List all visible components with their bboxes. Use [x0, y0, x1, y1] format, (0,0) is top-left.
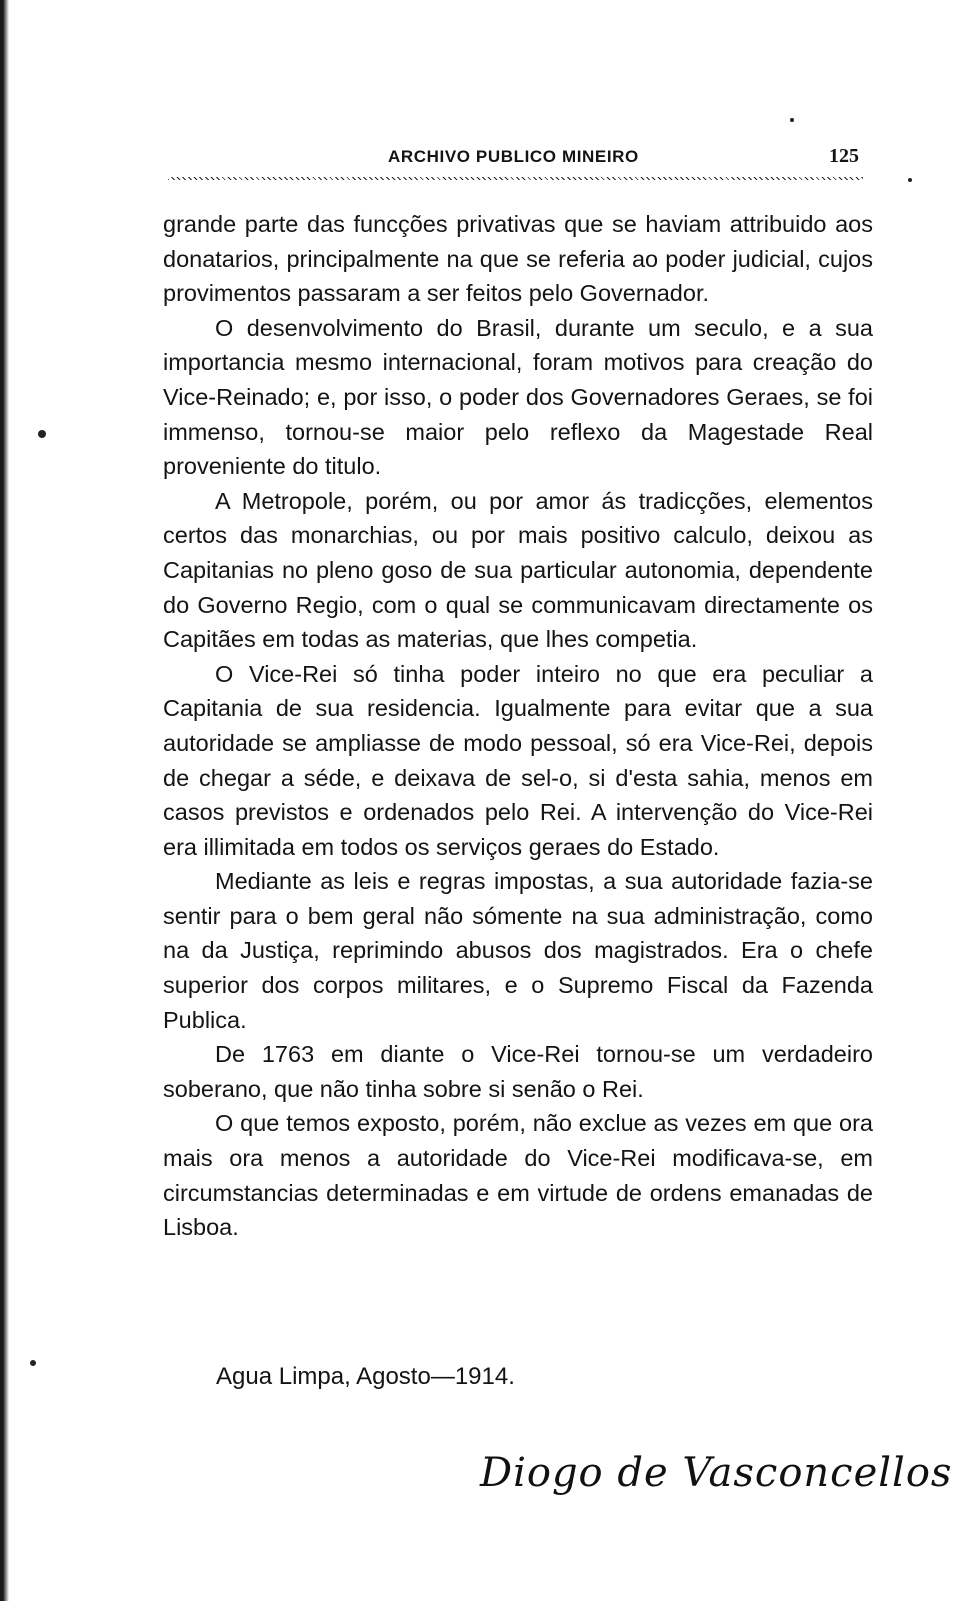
page-number: 125: [829, 145, 859, 167]
paragraph: De 1763 em diante o Vice-Rei tornou-se um verdadeiro soberano, que não tinha sobre si senão o Rei.: [163, 1041, 873, 1102]
place-date: Agua Limpa, Agosto—1914.: [216, 1363, 515, 1390]
scan-speck: [30, 1360, 36, 1366]
paragraph: grande parte das funcções privativas que se haviam attribuido aos donatarios, principalmente na que se referia ao poder judicial, cujos provimentos passaram a ser feitos pelo Governador.: [163, 211, 873, 307]
scan-speck: [790, 118, 794, 122]
signature: Diogo de Vasconcellos: [480, 1450, 953, 1496]
scan-speck: [908, 178, 912, 182]
paragraph: O que temos exposto, porém, não exclue as vezes em que ora mais ora menos a autoridade do Vice-Rei modificava-se, em circumstancias determinadas e em virtude de ordens emanadas de Lisboa.: [163, 1110, 873, 1241]
scan-speck: [38, 430, 46, 438]
scan-edge: [0, 0, 9, 1601]
page-header: [168, 143, 863, 179]
header-rule: [168, 177, 863, 180]
running-title: ARCHIVO PUBLICO MINEIRO: [388, 147, 639, 166]
paragraph: O desenvolvimento do Brasil, durante um seculo, e a sua importancia mesmo internacional, foram motivos para creação do Vice-Reinado; e, por isso, o poder dos Governadores Geraes, se foi immenso, tornou-se maior pelo reflexo da Magestade Real proveniente do titulo.: [163, 314, 873, 480]
paragraph: Mediante as leis e regras impostas, a sua autoridade fazia-se sentir para o bem geral não sómente na sua administração, como na da Justiça, reprimindo abusos dos magistrados. Era o chefe superior dos corpos militares, e o Supremo Fiscal da Fazenda Publica.: [163, 868, 873, 1033]
paragraph: A Metropole, porém, ou por amor ás tradicções, elementos certos das monarchias, ou por mais positivo calculo, deixou as Capitanias no pleno goso de sua particular autonomia, dependente do Governo Regio, com o qual se communicavam directamente os Capitães em todas as materias, que lhes competia.: [163, 487, 873, 653]
paragraph: O Vice-Rei só tinha poder inteiro no que era peculiar a Capitania de sua residencia. Igualmente para evitar que a sua autoridade se ampliasse de modo pessoal, só era Vice-Rei, depois de chegar a séde, e deixava de sel-o, si d'esta sahia, menos em casos previstos e ordenados pelo Rei. A intervenção do Vice-Rei era illimitada em todos os serviços geraes do Estado.: [163, 660, 873, 860]
body-text: [163, 207, 873, 1245]
